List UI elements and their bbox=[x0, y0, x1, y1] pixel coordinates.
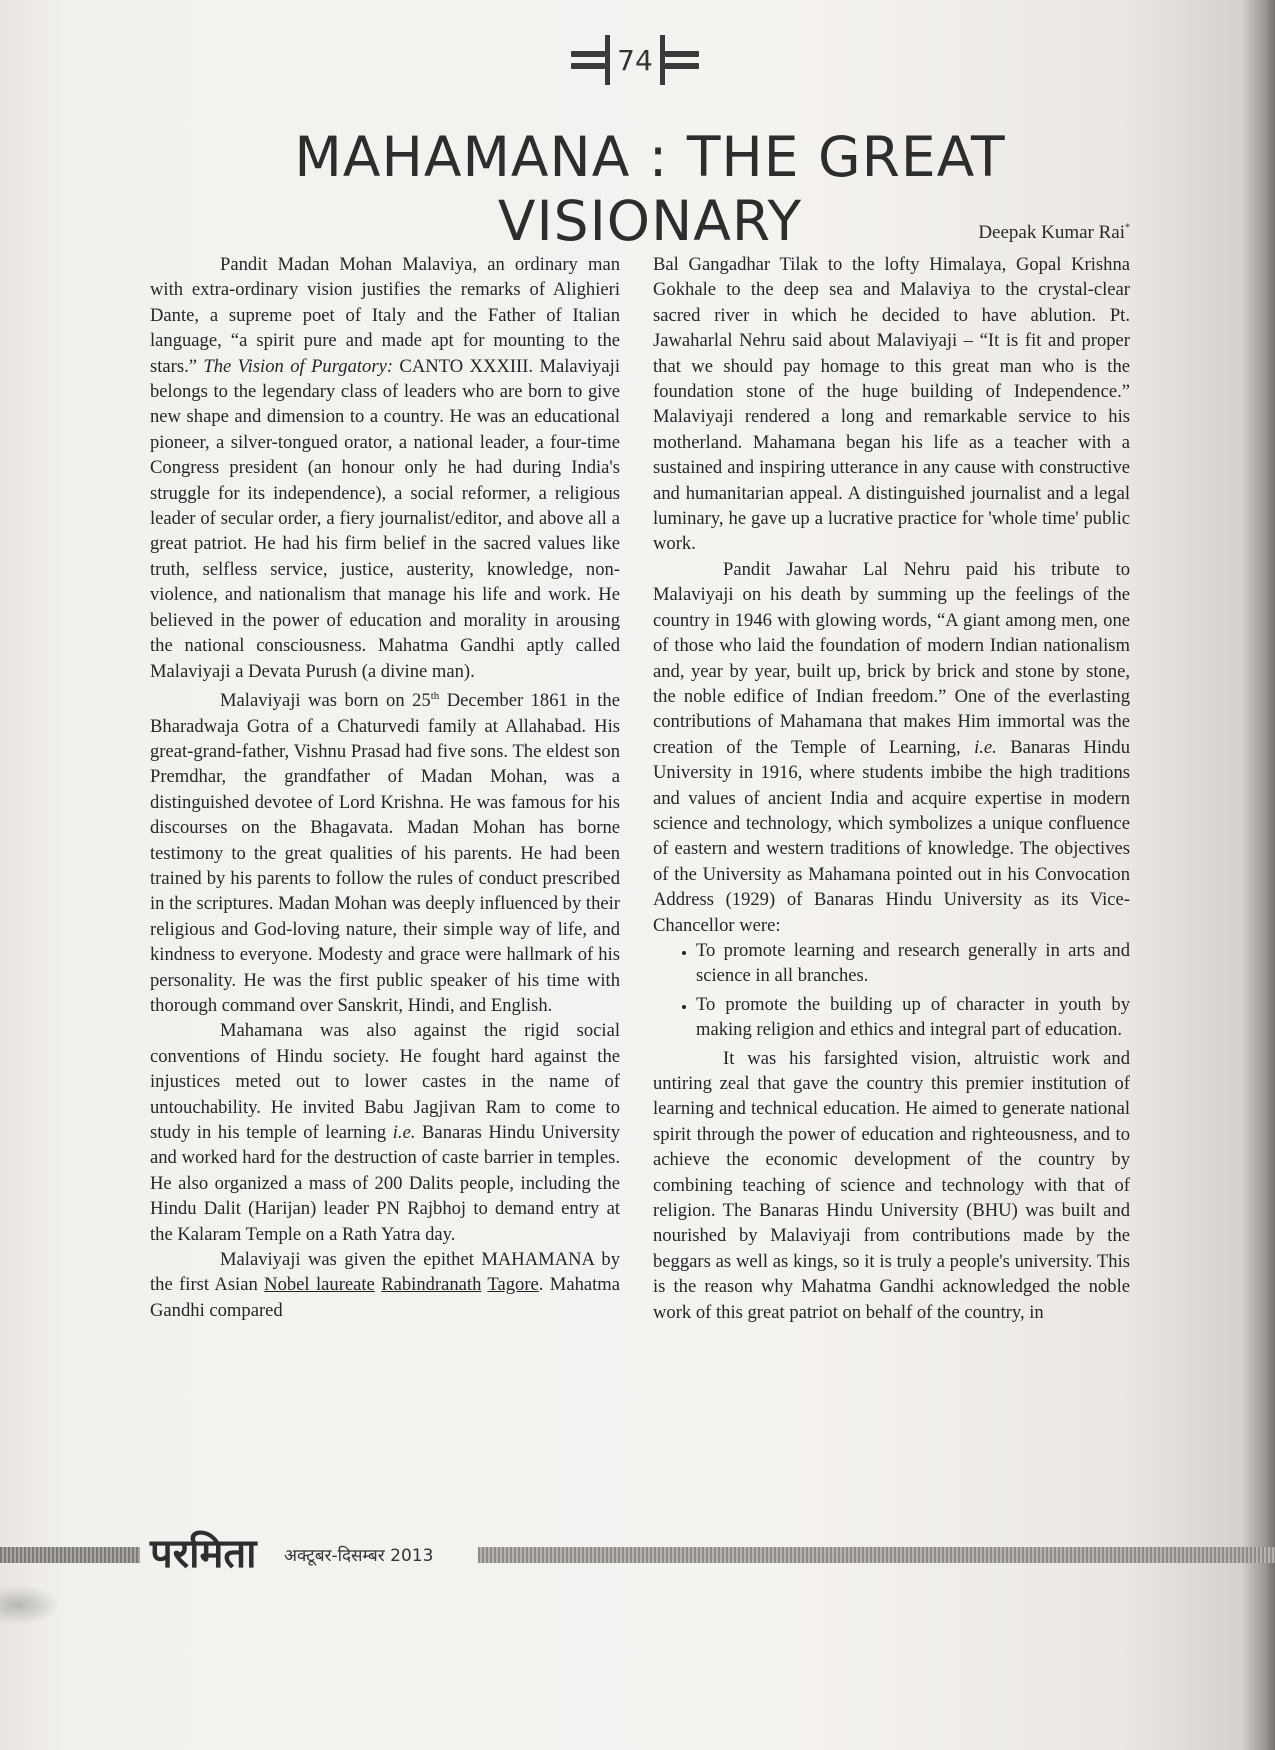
right-column bbox=[653, 252, 1130, 1325]
ornament-right-icon bbox=[659, 35, 699, 85]
paragraph: Mahamana was also against the rigid social conventions of Hindu society. He fought hard against the injustices meted out to lower castes in the name of untouchability. He invited Babu Jagjivan Ram to come to study in his temple of learning i.e. Banaras Hindu University and worked hard for the destruction of caste barrier in temples. He also organized a mass of 200 Dalits people, including the Hindu Dalit (Harijan) leader PN Rajbhoj to demand entry at the Kalaram Temple on a Rath Yatra day. bbox=[150, 1020, 620, 1245]
author-name: Deepak Kumar Rai bbox=[978, 222, 1125, 243]
issue-date: अक्टूबर-दिसम्बर 2013 bbox=[284, 1546, 434, 1566]
paragraph: Pandit Madan Mohan Malaviya, an ordinary man with extra-ordinary vision justifies the remarks of Alighieri Dante, a supreme poet of Italy and the Father of Italian language, “a spirit pure and made apt for mounting to the stars.” The Vision of Purgatory: CANTO XXXIII. Malaviyaji belongs to the legendary class of leaders who are born to give new shape and dimension to a country. He was an educational pioneer, a silver-tongued orator, a national leader, a four-time Congress president (an honour only he had during India's struggle for its independence), a social reformer, a religious leader of secular order, a fiery journalist/editor, and above all a great patriot. He had his firm belief in the sacred values like truth, selfless service, justice, austerity, knowledge, non-violence, and nationalism that manage his life and work. He believed in the power of education and morality in arousing the national consciousness. Mahatma Gandhi aptly called Malaviyaji a Devata Purush (a divine man). bbox=[150, 254, 620, 682]
link-rabindranath[interactable]: Rabindranath bbox=[381, 1274, 482, 1296]
list-item: • To promote the building up of character in youth by making religion and ethics and integral part of education. bbox=[696, 992, 1130, 1043]
article-author bbox=[800, 222, 1130, 244]
paragraph: Malaviyaji was born on 25th December 1861 in the Bharadwaja Gotra of a Chaturvedi family at Allahabad. His great-grand-father, Vishnu Prasad had five sons. The eldest son Premdhar, the grandfather of Madan Mohan, was a distinguished devotee of Lord Krishna. He was famous for his discourses on the Bhagavata. Madan Mohan has borne testimony to the great qualities of his parents. He had been trained by his parents to follow the rules of conduct prescribed in the scriptures. Madan Mohan was deeply influenced by their religious and God-loving nature, their simple way of life, and kindness to everyone. Modesty and grace were hallmark of his personality. He was the first public speaker of his time with thorough command over Sanskrit, Hindi, and English. bbox=[150, 689, 620, 1016]
ornament-left-icon bbox=[571, 35, 611, 85]
margin-smudge bbox=[0, 1585, 60, 1625]
link-nobel-laureate[interactable]: Nobel laureate bbox=[264, 1274, 375, 1296]
left-column bbox=[150, 252, 620, 1323]
author-footnote-mark: * bbox=[1125, 222, 1130, 234]
article-title: MAHAMANA : THE GREAT VISIONARY bbox=[294, 125, 1006, 253]
paragraph: Bal Gangadhar Tilak to the lofty Himalaya, Gopal Krishna Gokhale to the deep sea and Malaviya to the crystal-clear sacred river in which he decided to have ablution. Pt. Jawaharlal Nehru said about Malaviyaji – “It is fit and proper that we should pay homage to this great man who is the foundation stone of the huge building of Independence.” Malaviyaji rendered a long and remarkable service to his motherland. Mahamana began his life as a teacher with a sustained and inspiring utterance in any cause with constructive and humanitarian appeal. A distinguished journalist and a legal luminary, he gave up a lucrative practice for 'whole time' public work. bbox=[653, 254, 1130, 555]
page-number-ornament bbox=[560, 30, 710, 90]
binding-shadow bbox=[1241, 0, 1275, 1750]
page-number: 74 bbox=[617, 43, 653, 77]
objectives-list bbox=[653, 938, 1130, 1043]
magazine-logo: परमिता bbox=[150, 1531, 257, 1577]
paragraph: Malaviyaji was given the epithet MAHAMANA by the first Asian Nobel laureate Rabindranath Tagore. Mahatma Gandhi compared bbox=[150, 1249, 621, 1321]
list-item: • To promote learning and research generally in arts and science in all branches. bbox=[696, 938, 1130, 989]
link-tagore[interactable]: Tagore bbox=[487, 1274, 539, 1296]
paragraph: Pandit Jawahar Lal Nehru paid his tribute to Malaviyaji on his death by summing up the feelings of the country in 1946 with glowing words, “A giant among men, one of those who laid the foundation of modern Indian nationalism and, year by year, built up, brick by brick and stone by stone, the noble edifice of Indian freedom.” One of the everlasting contributions of Mahamana that makes Him immortal was the creation of the Temple of Learning, i.e. Banaras Hindu University in 1916, where students imbibe the high traditions and values of ancient India and acquire expertise in modern science and technology, which symbolizes a unique confluence of eastern and western traditions of knowledge. The objectives of the University as Mahamana pointed out in his Convocation Address (1929) of Banaras Hindu University as its Vice-Chancellor were: bbox=[653, 558, 1131, 936]
paragraph: It was his farsighted vision, altruistic work and untiring zeal that gave the country this premier institution of learning and technical education. He aimed to generate national spirit through the power of education and righteousness, and to achieve the economic development of the country by combining teaching of science and technology with that of religion. The Banaras Hindu University (BHU) was built and nourished by Malaviyaji from contributions made by the beggars as well as kings, so it is truly a people's university. This is the reason why Mahatma Gandhi acknowledged the noble work of this great patriot on behalf of the country, in bbox=[653, 1047, 1130, 1323]
